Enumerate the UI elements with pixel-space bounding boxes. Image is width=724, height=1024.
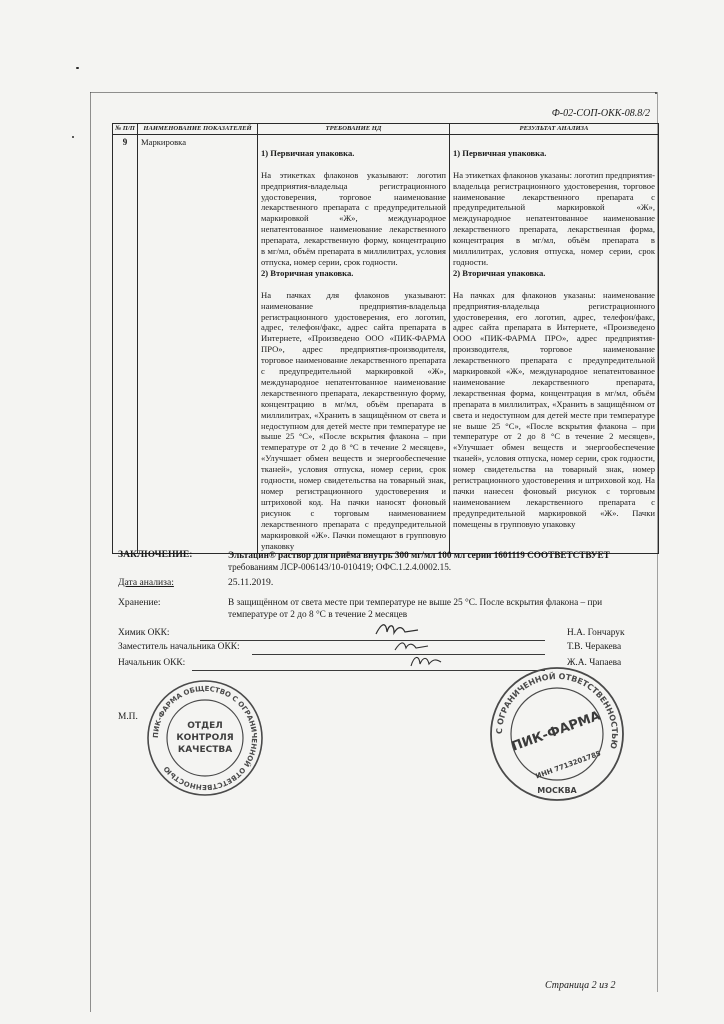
requirement-primary-heading: 1) Первичная упаковка. (261, 147, 355, 158)
analysis-date-label: Дата анализа: (118, 577, 174, 588)
seal-inn-text: ИНН 7713201785 (534, 749, 602, 781)
scan-speck (72, 136, 74, 138)
conclusion-text (228, 549, 658, 573)
page-border-left (90, 92, 91, 1012)
stamp-ring-text: ПИК-ФАРМА ОБЩЕСТВО С ОГРАНИЧЕННОЙ ОТВЕТСТВЕННОСТЬЮ (151, 684, 259, 792)
storage-line-1: В защищённом от света месте при температуре не выше 25 °С. После вскрытия флакона – при (228, 598, 603, 608)
conclusion-line-1: Эльтацин® раствор для приёма внутрь 300 мг/мл 100 мл серии 1601119 СООТВЕТСТВУЕТ (228, 550, 610, 560)
table-header-row (113, 124, 659, 135)
page-border-top (90, 92, 656, 93)
conclusion-label: ЗАКЛЮЧЕНИЕ: (118, 549, 193, 560)
stamp-center-line-1: ОТДЕЛ (187, 721, 223, 731)
scan-speck (76, 67, 79, 69)
row-indicator-name: Маркировка (138, 135, 258, 554)
handwritten-signature (408, 650, 444, 672)
seal-city-text: МОСКВА (537, 786, 577, 795)
stamp-center-line-2: КОНТРОЛЯ (176, 733, 234, 743)
company-seal-stamp (488, 665, 626, 803)
page-number: Страница 2 из 2 (545, 980, 616, 991)
analysis-table (112, 123, 659, 554)
requirement-secondary-text: На пачках для флаконов указывают: наименование предприятия-владельца регистрационного удостоверения, его логотип, адрес, телефон/факс, адрес сайта препарата в Интернете, «Произведено ООО «ПИК-ФАРМА ПРО», адрес предприятия-производителя, торговое наименование лекарственного препарата с предупредительной маркировкой «Ж», международное непатентованное наименование лекарственного препарата, лекарственную форму, концентрацию в мг/мл, объём препарата в миллилитрах, «Хранить в защищённом от света и недоступном для детей месте при температуре не выше 25 °С», «После вскрытия флакона – при температуре от 2 до 8 °С в течение 2 месяцев», «Улучшает обмен веществ и энергообеспечение тканей», условия отпуска, номер серии, срок годности, номер свидетельства на товарный знак, номер регистрационного удостоверения и штриховой код. На пачки наносят фоновый рисунок с торговым наименованием лекарственного препарата с предупредительной маркировкой «Ж». Пачки помещают в групповую упаковку (261, 289, 446, 551)
row-number: 9 (113, 135, 138, 554)
signature-role-deputy: Заместитель начальника ОКК: (118, 642, 240, 652)
signature-role-head: Начальник ОКК: (118, 658, 186, 668)
signature-role-chemist: Химик ОКК: (118, 628, 170, 638)
header-indicator: НАИМЕНОВАНИЕ ПОКАЗАТЕЛЕЙ (138, 124, 258, 135)
signature-name-chemist: Н.А. Гончарук (567, 628, 625, 638)
storage-text (228, 597, 658, 621)
result-secondary-text: На пачках для флаконов указаны: наименование предприятия-владельца регистрационного удостоверения, его логотип, адрес, телефон/факс, адрес сайта препарата в Интернете, «Произведено ООО «ПИК-ФАРМА ПРО», адрес предприятия-производителя, торговое наименование лекарственного препарата с предупредительной маркировкой «Ж», международное непатентованное наименование лекарственного препарата, лекарственная форма, концентрация в мг/мл, объём препарата в миллилитрах, «Хранить в защищённом от света и недоступном для детей месте при температуре не выше 25 °С», «После вскрытия флакона – при температуре от 2 до 8 °С в течение 2 месяцев», «Улучшает обмен веществ и энергообеспечение тканей», условия отпуска, номер серии, срок годности, номер свидетельства на товарный знак, номер регистрационного удостоверения и штриховой код. На пачки нанесен фоновый рисунок с торговым наименованием лекарственного препарата с предупредительной маркировкой «Ж». Пачки помещены в групповую упаковку (453, 289, 655, 529)
seal-center-text: ПИК-ФАРМА (509, 708, 603, 755)
signature-name-head: Ж.А. Чапаева (567, 658, 622, 668)
requirement-cell (258, 135, 450, 554)
table-row (113, 135, 659, 554)
quality-control-stamp (145, 678, 265, 798)
analysis-date-value: 25.11.2019. (228, 577, 274, 588)
seal-ring-text: С ОГРАНИЧЕННОЙ ОТВЕТСТВЕННОСТЬЮ (494, 671, 620, 750)
signature-name-deputy: Т.В. Черакева (567, 642, 622, 652)
result-primary-heading: 1) Первичная упаковка. (453, 147, 547, 158)
result-secondary-heading: 2) Вторичная упаковка. (453, 267, 546, 278)
storage-line-2: температуре от 2 до 8 °С в течение 2 месяцев (228, 610, 408, 620)
stamp-place-label: М.П. (118, 712, 138, 722)
requirement-secondary-heading: 2) Вторичная упаковка. (261, 267, 354, 278)
result-cell (450, 135, 659, 554)
document-code: Ф-02-СОП-ОКК-08.8/2 (551, 108, 650, 119)
header-result: РЕЗУЛЬТАТ АНАЛИЗА (450, 124, 659, 135)
header-requirement: ТРЕБОВАНИЕ НД (258, 124, 450, 135)
conclusion-line-2: требованиям ЛСР-006143/10-010419; ОФС.1.2.4.0002.15. (228, 562, 452, 572)
header-number: № П/П (113, 124, 138, 135)
storage-label: Хранение: (118, 597, 161, 608)
requirement-primary-text: На этикетках флаконов указывают: логотип предприятия-владельца регистрационного удостоверения, торговое наименование лекарственного препарата с предупредительной маркировкой «Ж», международное непатентованное наименование лекарственного препарата, лекарственную форму, концентрацию в мг/мл, объём препарата в миллилитрах, условия отпуска, номер серии, срок годности. (261, 169, 446, 267)
stamp-center-line-3: КАЧЕСТВА (177, 745, 233, 755)
result-primary-text: На этикетках флаконов указаны: логотип предприятия-владельца регистрационного удостоверения, торговое наименование лекарственного препарата с предупредительной маркировкой «Ж», международное непатентованное наименование лекарственного препарата, лекарственная форма, концентрация в мг/мл, объём препарата в миллилитрах, условия отпуска, номер серии, срок годности. (453, 169, 655, 267)
